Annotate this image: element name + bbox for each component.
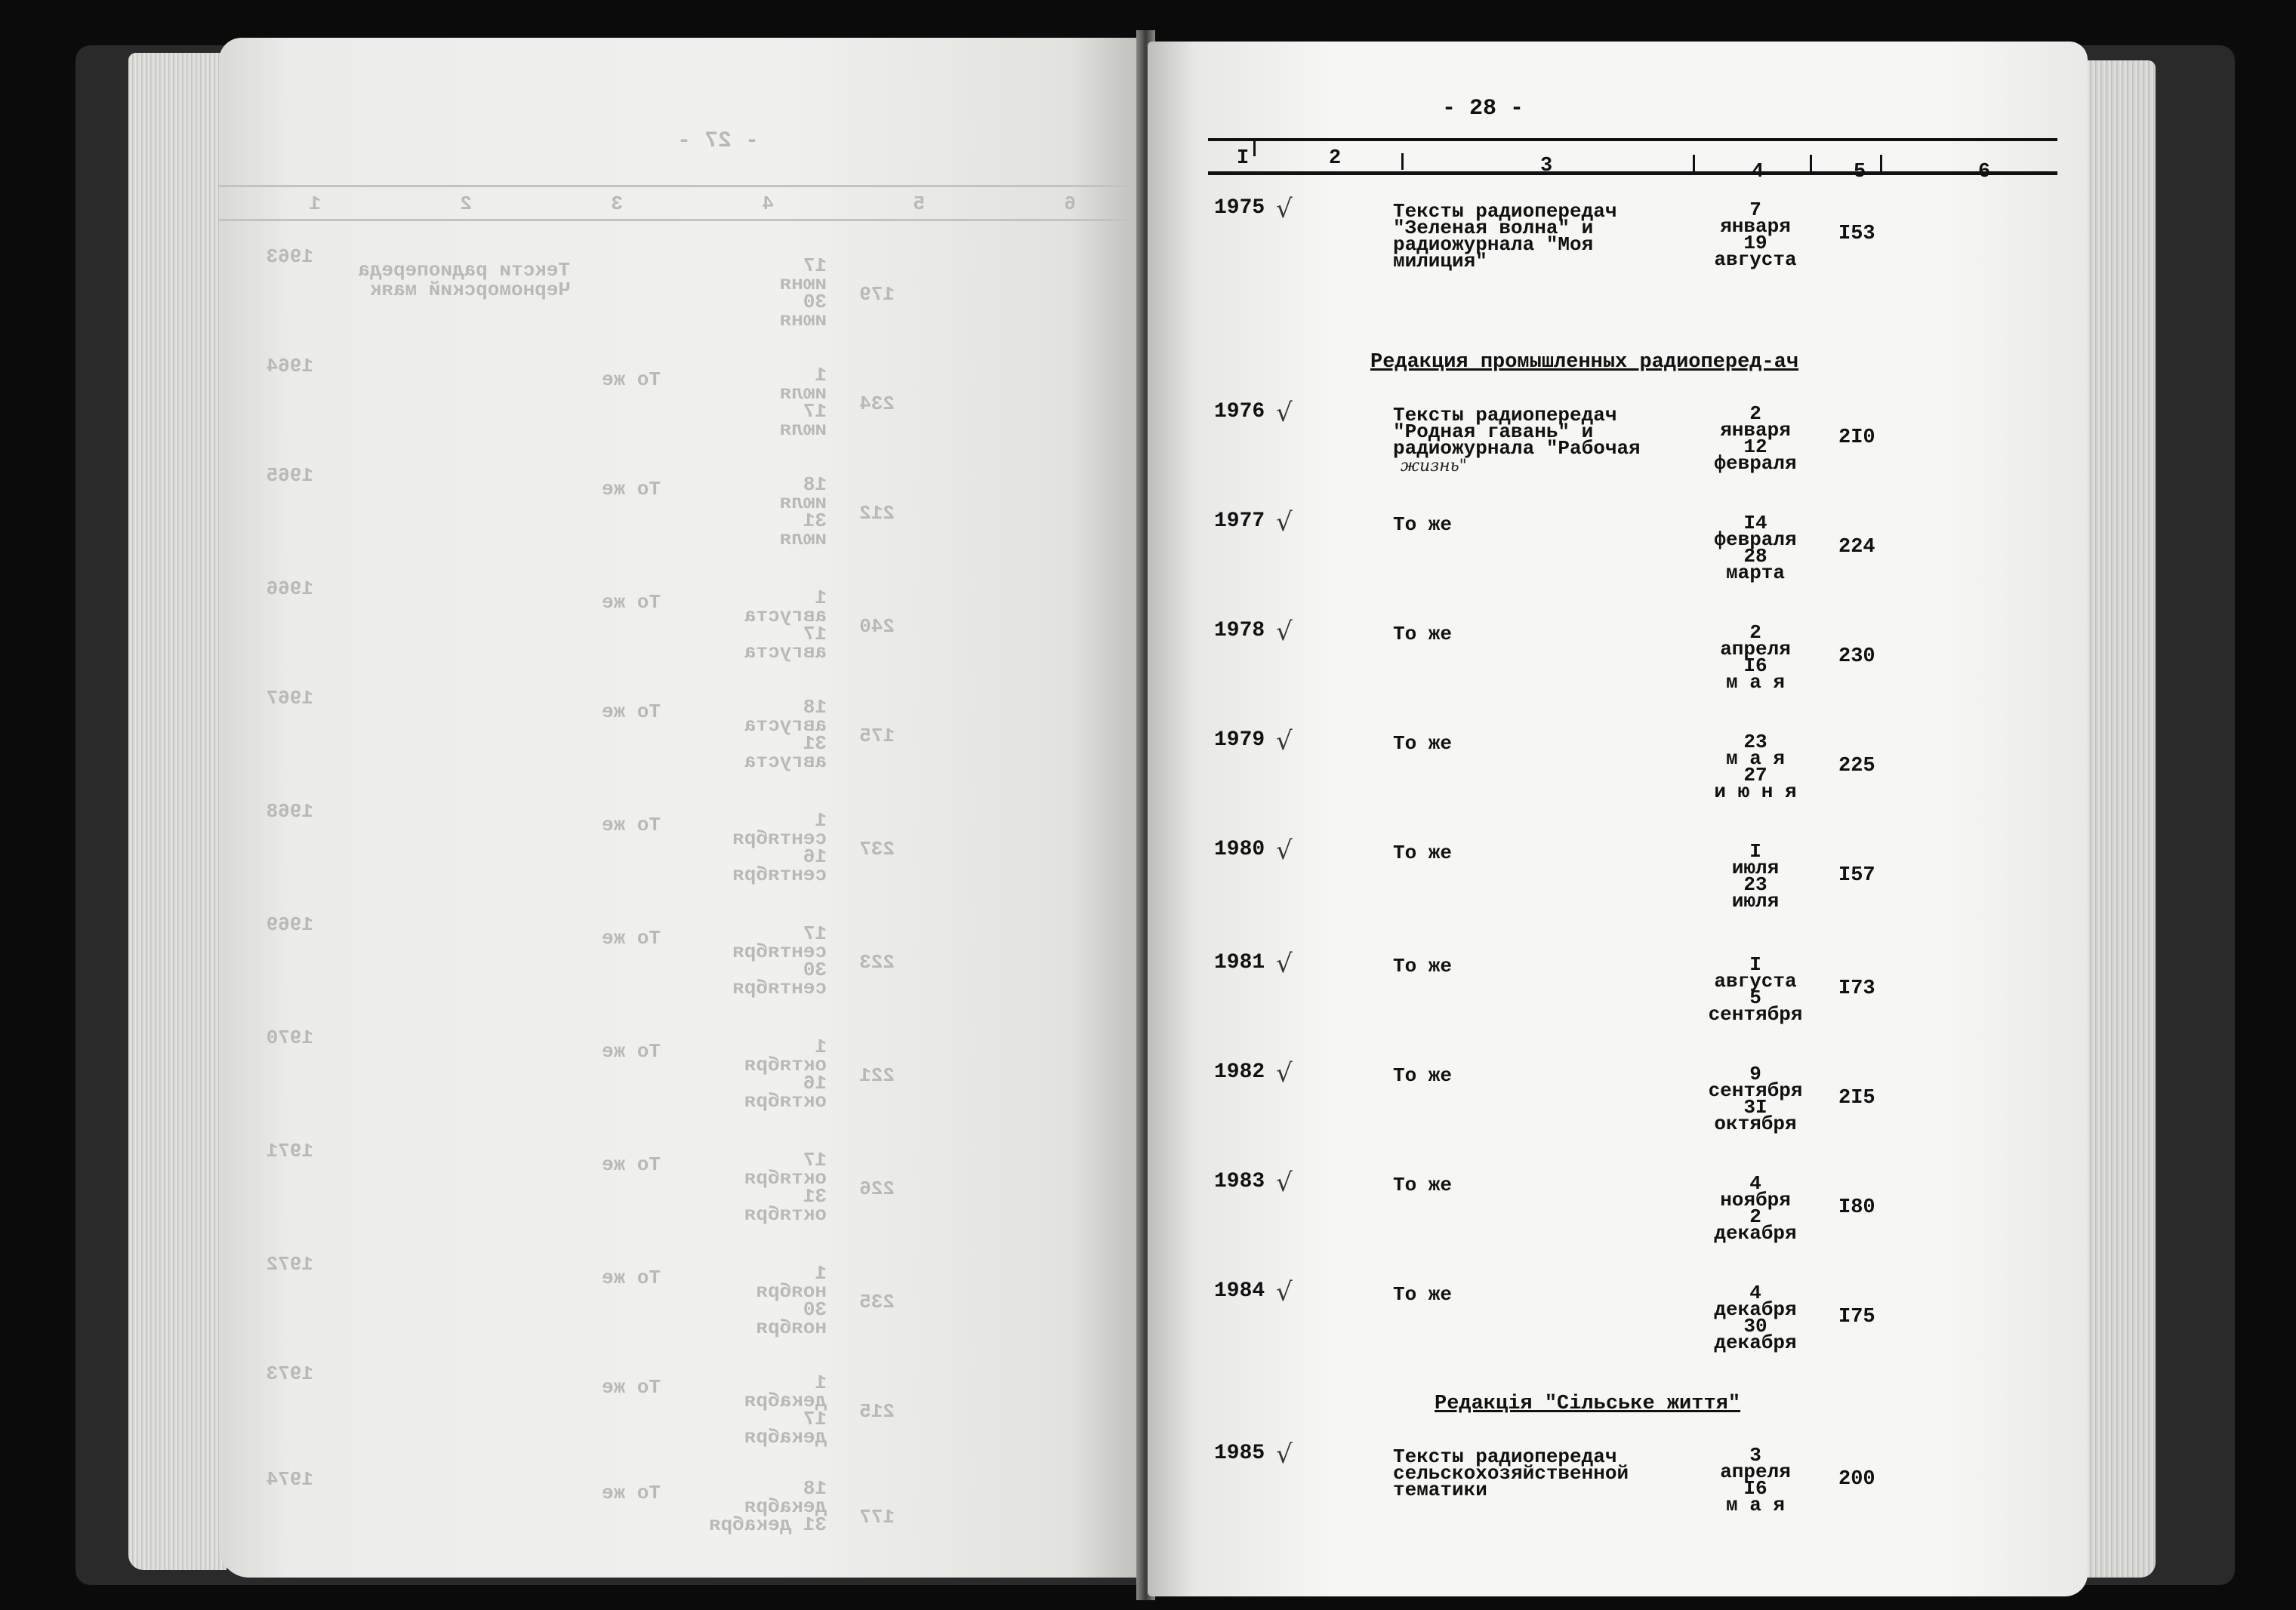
ghost-date: сентября	[732, 977, 827, 999]
date-line: 4	[1749, 1282, 1761, 1304]
date-line: марта	[1725, 562, 1785, 584]
ghost-description: То же	[601, 927, 661, 950]
header-divider	[1693, 155, 1695, 171]
ghost-description: То же	[601, 478, 661, 500]
left-page	[219, 38, 1144, 1578]
ghost-date: 17	[803, 922, 827, 945]
year-number: 1983	[1214, 1170, 1265, 1193]
ghost-date: 16	[803, 845, 827, 868]
ghost-description: То же	[601, 700, 661, 723]
sheet-count: I80	[1838, 1196, 1875, 1219]
check-mark: √	[1276, 194, 1293, 224]
ghost-header-cell: 6	[1064, 192, 1076, 215]
date-line: 23	[1743, 731, 1767, 753]
ghost-qty: 234	[859, 392, 895, 415]
description-line: тематики	[1393, 1479, 1487, 1501]
date-line: февраля	[1714, 528, 1797, 551]
ghost-page-number: - 27 -	[676, 128, 759, 154]
page-edges-right	[2080, 60, 2156, 1578]
ghost-qty: 175	[859, 725, 895, 747]
header-rule-bottom	[1208, 171, 2057, 175]
year-number: 1980	[1214, 838, 1265, 861]
check-mark: √	[1276, 1168, 1293, 1198]
date-line: м а я	[1725, 671, 1785, 694]
date-line: августа	[1714, 248, 1797, 271]
header-divider	[1810, 155, 1812, 171]
description-line: "Зеленая волна" и	[1393, 217, 1594, 239]
ghost-date: 31 декабря	[708, 1513, 827, 1536]
description-line: То же	[1393, 513, 1453, 536]
handwritten-note: жизнь"	[1401, 457, 1467, 476]
ghost-description: То же	[601, 1482, 661, 1504]
ghost-date: сентября	[732, 827, 827, 850]
description-line: То же	[1393, 1174, 1453, 1196]
ghost-qty: 237	[859, 838, 895, 860]
ghost-header-cell: 3	[611, 192, 623, 215]
check-mark: √	[1276, 1058, 1293, 1088]
sheet-count: 224	[1838, 536, 1875, 559]
ghost-year: 1964	[266, 355, 313, 377]
ghost-year: 1973	[266, 1362, 313, 1385]
ghost-date: 16	[803, 1072, 827, 1094]
date-line: м а я	[1725, 747, 1785, 770]
ghost-description: Черноморский маяк	[369, 279, 570, 301]
sheet-count: 225	[1838, 755, 1875, 777]
date-line: I6	[1743, 1477, 1767, 1500]
check-mark: √	[1276, 726, 1293, 756]
ghost-date: августа	[744, 714, 827, 737]
date-line: июля	[1731, 890, 1780, 913]
ghost-date: июля	[779, 418, 827, 441]
ghost-date: 31	[803, 509, 827, 532]
ghost-qty: 221	[859, 1064, 895, 1087]
header-col-6: 6	[1978, 161, 1991, 183]
date-line: I6	[1743, 654, 1767, 677]
ghost-description: То же	[601, 368, 661, 391]
year-number: 1982	[1214, 1061, 1265, 1084]
header-col-5: 5	[1854, 161, 1866, 183]
date-line: 28	[1743, 545, 1767, 568]
date-line: 30	[1743, 1315, 1767, 1338]
check-mark: √	[1276, 507, 1293, 537]
description-line: сельскохозяйственной	[1393, 1462, 1629, 1485]
ghost-year: 1969	[266, 913, 313, 936]
ghost-date: 1	[815, 1371, 827, 1394]
sheet-count: I73	[1838, 977, 1875, 1000]
ghost-date: 18	[803, 1477, 827, 1500]
ghost-description: То же	[601, 1153, 661, 1176]
check-mark: √	[1276, 398, 1293, 428]
ghost-date: 1	[815, 364, 827, 386]
year-number: 1978	[1214, 619, 1265, 642]
ghost-date: 18	[803, 473, 827, 496]
description-line: То же	[1393, 1283, 1453, 1306]
ghost-year: 1963	[266, 245, 313, 268]
ghost-date: 30	[803, 1298, 827, 1321]
ghost-date: августа	[744, 605, 827, 627]
ghost-description: Тексти радиопереда	[358, 259, 570, 282]
date-line: 4	[1749, 1172, 1761, 1195]
date-line: октября	[1714, 1113, 1797, 1135]
ghost-qty: 223	[859, 951, 895, 974]
ghost-date: 31	[803, 732, 827, 755]
ghost-description: То же	[601, 814, 661, 836]
ghost-header-rule	[219, 219, 1144, 221]
header-col-2: 2	[1329, 147, 1342, 170]
ghost-date: августа	[744, 641, 827, 663]
date-line: июля	[1731, 857, 1780, 879]
sheet-count: I75	[1838, 1306, 1875, 1328]
ghost-date: октября	[744, 1090, 827, 1113]
check-mark: √	[1276, 949, 1293, 979]
ghost-qty: 179	[859, 283, 895, 306]
description-line: То же	[1393, 1064, 1453, 1087]
check-mark: √	[1276, 1277, 1293, 1307]
date-line: 12	[1743, 436, 1767, 458]
date-line: I4	[1743, 512, 1767, 534]
ghost-date: ноября	[756, 1316, 827, 1339]
ghost-date: 1	[815, 586, 827, 609]
date-line: 7	[1749, 199, 1761, 221]
ghost-qty: 226	[859, 1177, 895, 1200]
page-edges-left	[128, 53, 227, 1570]
date-line: 19	[1743, 232, 1767, 254]
description-line: То же	[1393, 955, 1453, 977]
ghost-description: То же	[601, 1267, 661, 1289]
date-line: декабря	[1714, 1222, 1797, 1245]
year-number: 1979	[1214, 728, 1265, 752]
sheet-count: 2I5	[1838, 1087, 1875, 1110]
section-heading: Редакція "Сільське життя"	[1435, 1393, 1741, 1415]
ghost-date: 30	[803, 291, 827, 313]
date-line: ноября	[1720, 1189, 1791, 1211]
ghost-date: 17	[803, 623, 827, 645]
ghost-date: ноября	[756, 1280, 827, 1303]
ghost-qty: 212	[859, 502, 895, 525]
header-col-4: 4	[1752, 161, 1764, 183]
ghost-date: августа	[744, 750, 827, 773]
date-line: 2	[1749, 621, 1761, 644]
ghost-header-cell: 2	[460, 192, 472, 215]
date-line: апреля	[1720, 1461, 1791, 1483]
year-number: 1981	[1214, 951, 1265, 974]
date-line: и ю н я	[1714, 780, 1797, 803]
header-divider	[1401, 153, 1404, 170]
ghost-description: То же	[601, 1376, 661, 1399]
ghost-date: июля	[779, 528, 827, 550]
description-line: То же	[1393, 732, 1453, 755]
ghost-description: То же	[601, 591, 661, 614]
sheet-count: I57	[1838, 864, 1875, 887]
ghost-date: июня	[779, 309, 827, 331]
section-heading: Редакция промышленных радиоперед-ач	[1370, 351, 1799, 374]
ghost-date: 1	[815, 1262, 827, 1285]
sheet-count: 200	[1838, 1468, 1875, 1491]
ghost-year: 1972	[266, 1253, 313, 1276]
ghost-date: декабря	[744, 1390, 827, 1412]
check-mark: √	[1276, 1439, 1293, 1470]
ghost-date: октября	[744, 1167, 827, 1190]
description-line: Тексты радиопередач	[1393, 1445, 1617, 1468]
ghost-date: сентября	[732, 940, 827, 963]
ghost-date: 17	[803, 400, 827, 423]
date-line: 27	[1743, 764, 1767, 787]
ghost-qty: 177	[859, 1506, 895, 1528]
ghost-year: 1967	[266, 687, 313, 710]
ghost-date: июля	[779, 491, 827, 514]
check-mark: √	[1276, 836, 1293, 866]
description-line: милиция"	[1393, 250, 1487, 272]
date-line: 5	[1749, 987, 1761, 1009]
date-line: 2	[1749, 1205, 1761, 1228]
date-line: 3	[1749, 1444, 1761, 1467]
description-line: Тексты радиопередач	[1393, 404, 1617, 426]
bleed-through-text	[219, 38, 1144, 1578]
ghost-header-cell: 4	[762, 192, 774, 215]
date-line: декабря	[1714, 1331, 1797, 1354]
ghost-year: 1974	[266, 1468, 313, 1491]
ghost-date: июля	[779, 382, 827, 405]
sheet-count: 2I0	[1838, 426, 1875, 449]
year-number: 1976	[1214, 400, 1265, 423]
ghost-date: декабря	[744, 1495, 827, 1518]
date-line: 3I	[1743, 1096, 1767, 1119]
date-line: сентября	[1708, 1003, 1803, 1026]
date-line: января	[1720, 215, 1791, 238]
date-line: февраля	[1714, 452, 1797, 475]
ghost-date: 31	[803, 1185, 827, 1208]
ghost-date: 1	[815, 809, 827, 832]
ghost-date: 18	[803, 696, 827, 719]
year-number: 1977	[1214, 509, 1265, 533]
date-line: I	[1749, 840, 1761, 863]
ghost-header-cell: 5	[913, 192, 925, 215]
check-mark: √	[1276, 617, 1293, 647]
date-line: 2	[1749, 402, 1761, 425]
description-line: Тексты радиопередач	[1393, 200, 1617, 223]
ghost-qty: 235	[859, 1291, 895, 1313]
ghost-header-rule	[219, 185, 1144, 187]
description-line: То же	[1393, 842, 1453, 864]
sheet-count: I53	[1838, 223, 1875, 245]
header-col-1: I	[1237, 147, 1250, 170]
ghost-date: октября	[744, 1203, 827, 1226]
ghost-date: 1	[815, 1036, 827, 1058]
header-divider	[1253, 140, 1256, 156]
header-divider	[1880, 155, 1882, 171]
ghost-date: 17	[803, 1408, 827, 1430]
ghost-year: 1965	[266, 464, 313, 487]
year-number: 1985	[1214, 1442, 1265, 1465]
right-page	[1148, 42, 2088, 1596]
date-line: 23	[1743, 873, 1767, 896]
ghost-header-cell: 1	[309, 192, 321, 215]
description-line: "Родная гавань" и	[1393, 420, 1594, 443]
page-number: - 28 -	[1442, 96, 1524, 122]
ghost-date: декабря	[744, 1426, 827, 1448]
ghost-date: 30	[803, 959, 827, 981]
year-number: 1975	[1214, 196, 1265, 220]
date-line: I	[1749, 953, 1761, 976]
date-line: декабря	[1714, 1298, 1797, 1321]
sheet-count: 230	[1838, 645, 1875, 668]
ghost-date: 17	[803, 1149, 827, 1171]
date-line: сентября	[1708, 1079, 1803, 1102]
description-line: радиожурнала "Моя	[1393, 233, 1594, 256]
header-col-3: 3	[1540, 155, 1553, 177]
ghost-date: июня	[779, 272, 827, 295]
ghost-year: 1968	[266, 800, 313, 823]
ghost-year: 1971	[266, 1140, 313, 1162]
ghost-year: 1970	[266, 1027, 313, 1049]
header-rule-top	[1208, 138, 2057, 141]
ghost-qty: 215	[859, 1400, 895, 1423]
date-line: апреля	[1720, 638, 1791, 660]
description-line: То же	[1393, 623, 1453, 645]
ghost-date: сентября	[732, 863, 827, 886]
date-line: августа	[1714, 970, 1797, 993]
ghost-description: То же	[601, 1040, 661, 1063]
date-line: января	[1720, 419, 1791, 442]
ghost-qty: 240	[859, 615, 895, 638]
description-line: радиожурнала "Рабочая	[1393, 437, 1641, 460]
ghost-year: 1966	[266, 577, 313, 600]
ghost-date: октября	[744, 1054, 827, 1076]
year-number: 1984	[1214, 1279, 1265, 1303]
date-line: м а я	[1725, 1494, 1785, 1516]
ghost-date: 17	[803, 254, 827, 277]
date-line: 9	[1749, 1063, 1761, 1085]
